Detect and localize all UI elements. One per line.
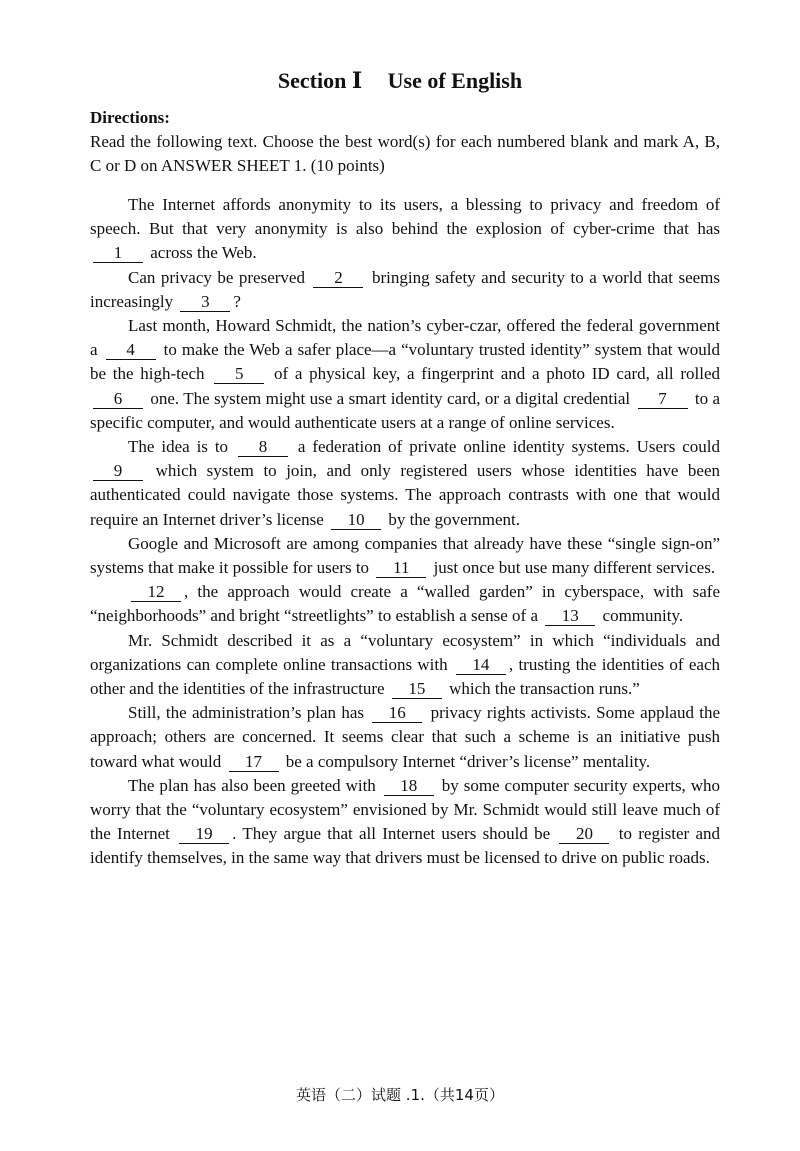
passage-text: The plan has also been greeted with — [128, 775, 376, 795]
numbered-blank: 6 — [93, 390, 143, 409]
numbered-blank: 18 — [384, 777, 434, 796]
paragraph-2 — [90, 266, 720, 314]
numbered-blank: 8 — [238, 438, 288, 457]
paragraph-8 — [90, 701, 720, 774]
numbered-blank: 12 — [131, 583, 181, 602]
passage-text: to make the Web a safer place—a “voluntary trusted identity” system that would be the high-tech — [90, 340, 721, 384]
passage-text: privacy rights activists. Some applaud the approach; others are concerned. It seems clear that such a scheme is an initiative push toward what would — [90, 703, 721, 771]
numbered-blank: 5 — [214, 365, 264, 384]
section-number: Section Ⅰ — [277, 68, 363, 93]
passage-text: just once but use many different services. — [433, 558, 716, 578]
numbered-blank: 19 — [179, 825, 229, 844]
passage-text: , trusting the identities of each other and the identities of the infrastructure — [90, 654, 720, 699]
passage-text: one. The system might use a smart identity card, or a digital credential — [150, 388, 631, 408]
paragraph-1 — [90, 193, 720, 266]
passage-text: Mr. Schmidt described it as a “voluntary ecosystem” in which “individuals and organizations can complete online transactions with — [90, 630, 720, 674]
numbered-blank: 1 — [93, 244, 143, 263]
passage-text: by some computer security experts, who worry that the “voluntary ecosystem” envisioned by Mr. Schmidt would still leave much of the Internet — [90, 775, 721, 844]
numbered-blank: 9 — [93, 462, 143, 481]
passage-text: by the government. — [388, 509, 521, 529]
passage-text: be a compulsory Internet “driver’s license” mentality. — [285, 751, 651, 771]
paragraph-9 — [90, 774, 720, 871]
numbered-blank: 3 — [180, 293, 230, 312]
paragraph-7 — [90, 629, 720, 702]
numbered-blank: 13 — [545, 607, 595, 626]
numbered-blank: 11 — [376, 559, 426, 578]
passage-text: , the approach would create a “walled garden” in cyberspace, with safe “neighborhoods” and bright “streetlights” to establish a sense of a — [90, 582, 720, 626]
numbered-blank: 4 — [106, 341, 156, 360]
passage-text: to register and identify themselves, in the same way that drivers must be licensed to drive on public roads. — [90, 824, 721, 868]
page-footer: 英语（二）试题 .1.（共14页） — [296, 1086, 504, 1104]
numbered-blank: 17 — [229, 753, 279, 772]
passage-text: which system to join, and only registered users whose identities have been authenticated could navigate those systems. The approach contrasts with one that would require an Internet driver’s license — [90, 461, 721, 529]
passage-text: bringing safety and security to a world that seems increasingly — [90, 267, 720, 311]
passage-text: Can privacy be preserved — [128, 267, 305, 287]
numbered-blank: 2 — [313, 269, 363, 288]
directions-label: Directions: — [90, 108, 170, 127]
passage-text: of a physical key, a fingerprint and a photo ID card, all rolled — [274, 364, 721, 384]
paragraph-3 — [90, 314, 720, 435]
passage-text: ? — [233, 291, 241, 311]
passage-text: Google and Microsoft are among companies that already have these “single sign-on” systems that make it possible for users to — [90, 533, 720, 578]
paragraph-5 — [90, 532, 720, 580]
directions-text: Read the following text. Choose the best word(s) for each numbered blank and mark A, B, C or D on ANSWER SHEET 1. (10 points) — [90, 132, 720, 175]
passage-text: . They argue that all Internet users should be — [232, 824, 551, 844]
numbered-blank: 7 — [638, 390, 688, 409]
paragraph-4 — [90, 435, 720, 532]
reading-passage — [90, 193, 720, 871]
passage-text: Last month, Howard Schmidt, the nation’s cyber-czar, offered the federal government a — [90, 316, 720, 360]
numbered-blank: 15 — [392, 680, 442, 699]
section-name: Use of English — [387, 68, 523, 93]
numbered-blank: 14 — [456, 656, 506, 675]
numbered-blank: 10 — [331, 511, 381, 530]
passage-text: The Internet affords anonymity to its users, a blessing to privacy and freedom of speech. But that very anonymity is also behind the explosion of cyber-crime that has — [90, 195, 720, 239]
paragraph-6 — [90, 580, 720, 628]
passage-text: which the transaction runs.” — [449, 679, 640, 699]
passage-text: a federation of private online identity systems. Users could — [297, 437, 721, 457]
passage-text: community. — [602, 606, 684, 626]
numbered-blank: 16 — [372, 704, 422, 723]
passage-text: across the Web. — [150, 243, 257, 263]
numbered-blank: 20 — [559, 825, 609, 844]
passage-text: to a specific computer, and would authenticate users at a range of online services. — [90, 388, 721, 432]
section-title — [0, 68, 800, 94]
passage-text: Still, the administration’s plan has — [128, 703, 364, 723]
passage-text: The idea is to — [128, 437, 229, 457]
